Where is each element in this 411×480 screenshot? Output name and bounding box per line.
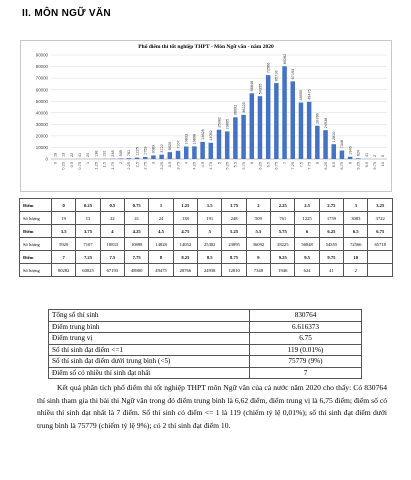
score-cell: 0.25 [76, 199, 100, 212]
count-cell: 56848 [295, 238, 319, 251]
count-cell: 3083 [344, 212, 368, 225]
data-label: 2 [373, 154, 378, 157]
score-cell: 4 [100, 225, 124, 238]
x-tick-label: 1.25 [93, 162, 99, 170]
summary-label: Điểm trung vị [49, 333, 250, 345]
count-cell: 19 [52, 212, 76, 225]
row-header: Số lượng [20, 212, 52, 225]
x-tick-label: 8.5 [331, 162, 337, 168]
score-cell: 0.75 [125, 199, 149, 212]
score-cell: 4.75 [173, 225, 197, 238]
data-label: 14052 [209, 130, 214, 141]
bar [356, 158, 361, 159]
bar [258, 96, 263, 159]
summary-row [49, 333, 362, 345]
count-cell: 1759 [319, 212, 343, 225]
data-label: 56848 [250, 80, 255, 92]
x-tick-label: 2.5 [134, 162, 140, 168]
summary-row [49, 310, 362, 322]
summary-value: 75779 (9%) [250, 356, 362, 368]
score-cell: 3 [344, 199, 368, 212]
x-tick-label: 6.5 [265, 162, 271, 168]
row-header: Số lượng [20, 264, 52, 277]
table-row [20, 251, 393, 264]
count-cell: 13 [76, 212, 100, 225]
data-label: 48900 [299, 89, 304, 101]
count-cell: 41 [125, 212, 149, 225]
score-cell: 0 [52, 199, 76, 212]
y-tick-label: 40000 [35, 110, 48, 116]
score-cell: 2.5 [295, 199, 319, 212]
y-tick-label: 70000 [35, 75, 48, 81]
bar [315, 126, 320, 159]
y-tick-label: 90000 [35, 52, 48, 58]
section-title: II. MÔN NGỮ VĂN [22, 8, 111, 19]
count-cell: 24938 [198, 264, 222, 277]
score-cell: 9.25 [271, 251, 295, 264]
score-cell: 9 [246, 251, 270, 264]
score-table [19, 198, 393, 277]
score-cell [368, 251, 393, 264]
x-tick-label: 2 [117, 162, 123, 165]
x-tick-label: 10 [380, 162, 386, 167]
count-cell: 14052 [173, 238, 197, 251]
summary-value: 7 [250, 367, 362, 379]
score-cell: 1.25 [173, 199, 197, 212]
score-cell: 7.5 [100, 251, 124, 264]
data-label: 3083 [151, 144, 156, 154]
data-label: 138 [94, 150, 99, 157]
count-cell: 10833 [100, 238, 124, 251]
row-header: Điểm [20, 251, 52, 264]
count-cell: 2 [344, 264, 368, 277]
score-distribution-chart [20, 40, 392, 192]
x-tick-label: 6 [249, 162, 255, 165]
data-label: 624 [356, 149, 361, 157]
bar [291, 81, 296, 159]
bar [159, 155, 164, 159]
x-tick-label: 3.25 [158, 162, 164, 170]
score-cell: 7.25 [76, 251, 100, 264]
bar [307, 102, 312, 159]
summary-value: 830764 [250, 310, 362, 322]
x-tick-label: 1.75 [109, 162, 115, 170]
count-cell: 65718 [368, 238, 393, 251]
data-label: 1946 [348, 146, 353, 155]
x-tick-label: 9.5 [363, 162, 369, 168]
data-label: 10833 [184, 133, 189, 145]
data-label: 509 [118, 150, 123, 157]
score-cell: 7.75 [125, 251, 149, 264]
summary-label: Số thí sinh đạt điểm <=1 [49, 344, 250, 356]
score-cell: 8.25 [173, 251, 197, 264]
y-tick-label: 60000 [35, 87, 48, 93]
data-label: 54355 [258, 83, 263, 95]
x-tick-label: 1 [85, 162, 91, 165]
count-cell: 38225 [271, 238, 295, 251]
count-cell: 48900 [125, 264, 149, 277]
bar [282, 66, 287, 159]
count-cell: 36092 [246, 238, 270, 251]
x-tick-label: 3.5 [167, 162, 173, 168]
row-header: Điểm [20, 225, 52, 238]
data-label: 1759 [143, 146, 148, 155]
bar [274, 83, 279, 159]
row-header: Điểm [20, 199, 52, 212]
score-cell: 7 [52, 251, 76, 264]
summary-label: Điểm trung bình [49, 321, 250, 333]
bar [348, 157, 353, 159]
bar [233, 117, 238, 159]
x-tick-label: 6.25 [257, 162, 263, 170]
data-label: 41 [77, 152, 82, 157]
data-label: 7348 [340, 140, 345, 149]
bar [176, 151, 181, 159]
x-tick-label: 3.75 [175, 162, 181, 170]
bar [127, 158, 132, 159]
x-tick-label: 0.5 [68, 162, 74, 168]
count-cell: 7348 [246, 264, 270, 277]
data-label: 7107 [176, 140, 181, 149]
data-label: 24938 [323, 117, 328, 129]
bar [209, 143, 214, 159]
summary-row [49, 344, 362, 356]
score-cell: 10 [344, 251, 368, 264]
bar [299, 102, 304, 159]
x-tick-label: 4.5 [199, 162, 205, 168]
bar [192, 146, 197, 159]
x-tick-label: 8 [314, 162, 320, 165]
x-tick-label: 5.25 [224, 162, 230, 170]
bar [143, 157, 148, 159]
score-cell: 2 [246, 199, 270, 212]
bar [200, 142, 205, 159]
count-cell: 14828 [149, 238, 173, 251]
score-cell: 9.75 [319, 251, 343, 264]
count-cell: 41 [319, 264, 343, 277]
count-cell: 67193 [100, 264, 124, 277]
summary-value: 6.616373 [250, 321, 362, 333]
score-cell: 2.25 [271, 199, 295, 212]
x-tick-label: 4.25 [191, 162, 197, 170]
data-label: 49475 [307, 89, 312, 100]
summary-row [49, 367, 362, 379]
summary-label: Số thí sinh đạt điểm dưới trung bình (<5) [49, 356, 250, 368]
count-cell: 22 [100, 212, 124, 225]
data-label: 36092 [233, 104, 238, 116]
bar [340, 151, 345, 159]
score-cell: 6.25 [319, 225, 343, 238]
data-label: 13 [61, 152, 66, 157]
count-cell: 72566 [344, 238, 368, 251]
score-cell: 1 [149, 199, 173, 212]
bar [323, 130, 328, 159]
x-tick-label: 4 [183, 162, 189, 165]
data-label: 24 [86, 152, 91, 157]
data-label: 41 [364, 152, 369, 157]
count-cell: 23895 [222, 238, 246, 251]
score-cell: 4.5 [149, 225, 173, 238]
x-tick-label: 0 [52, 162, 58, 165]
bar [135, 158, 140, 159]
summary-value: 119 (0.01%) [250, 344, 362, 356]
data-label: 23895 [225, 118, 230, 130]
count-cell: 49475 [149, 264, 173, 277]
table-row [20, 238, 393, 251]
count-cell: 191 [198, 212, 222, 225]
score-cell: 8 [149, 251, 173, 264]
count-cell: 80282 [52, 264, 76, 277]
data-label: 3722 [159, 144, 164, 153]
score-cell: 2.75 [319, 199, 343, 212]
x-tick-label: 0.75 [76, 162, 82, 170]
data-label: 65718 [274, 70, 279, 82]
data-label: 10898 [192, 133, 197, 145]
bar [151, 155, 156, 159]
score-cell: 6.5 [344, 225, 368, 238]
count-cell: 10898 [125, 238, 149, 251]
count-cell: 1225 [295, 212, 319, 225]
bar [241, 115, 246, 159]
x-tick-label: 2.75 [142, 162, 148, 170]
count-cell: 7107 [76, 238, 100, 251]
bar [331, 144, 336, 159]
count-cell: 248 [222, 212, 246, 225]
count-cell: 24 [149, 212, 173, 225]
x-tick-label: 3 [150, 162, 156, 165]
x-tick-label: 6.75 [273, 162, 279, 170]
count-cell: 624 [295, 264, 319, 277]
x-tick-label: 4.75 [208, 162, 214, 170]
x-tick-label: 9.75 [372, 162, 378, 170]
count-cell: 138 [173, 212, 197, 225]
chart-plot [21, 41, 393, 193]
score-cell: 3.5 [52, 225, 76, 238]
data-label: 5920 [168, 141, 173, 151]
bar [217, 130, 222, 159]
score-cell: 8.5 [198, 251, 222, 264]
count-cell: 25382 [198, 238, 222, 251]
score-cell: 5.75 [271, 225, 295, 238]
data-label: 38225 [241, 102, 246, 113]
x-tick-label: 5 [216, 162, 222, 165]
score-cell: 8.75 [222, 251, 246, 264]
y-tick-label: 0 [45, 156, 48, 162]
score-cell: 4.25 [125, 225, 149, 238]
data-label: 191 [102, 150, 107, 157]
x-tick-label: 1.5 [101, 162, 107, 168]
y-tick-label: 20000 [35, 133, 48, 139]
data-label: 67193 [291, 68, 296, 80]
summary-label: Điểm số có nhiều thí sinh đạt nhất [49, 367, 250, 379]
score-cell: 6.75 [368, 225, 393, 238]
data-label: 80282 [282, 53, 287, 65]
count-cell: 509 [246, 212, 270, 225]
data-label: 22 [69, 152, 74, 157]
score-cell: 3.25 [368, 199, 393, 212]
summary-value: 6.75 [250, 333, 362, 345]
score-cell: 0.5 [100, 199, 124, 212]
y-tick-label: 50000 [35, 98, 48, 104]
score-cell: 9.5 [295, 251, 319, 264]
data-label: 761 [127, 149, 132, 157]
x-tick-label: 8.75 [339, 162, 345, 170]
count-cell: 5920 [52, 238, 76, 251]
y-tick-label: 80000 [35, 64, 48, 70]
x-tick-label: 2.25 [126, 162, 132, 170]
summary-table [48, 309, 362, 379]
score-cell: 3.75 [76, 225, 100, 238]
score-cell: 6 [295, 225, 319, 238]
table-row [20, 199, 393, 212]
summary-label: Tổng số thí sinh [49, 310, 250, 322]
data-label: 72566 [266, 62, 271, 74]
summary-row [49, 321, 362, 333]
score-cell: 5 [198, 225, 222, 238]
score-cell: 1.5 [198, 199, 222, 212]
bar [250, 93, 255, 159]
x-tick-label: 5.75 [240, 162, 246, 170]
analysis-paragraph: Kết quả phân tích phổ điểm thi tốt nghiệp THPT môn Ngữ văn của cả nước năm 2020 cho thấy: Có 830764 thí sinh tham gia thi bài thi Ngữ văn trong đó điểm trung bình là 6,62 điểm, điểm trung vị là 6,75 điểm; điểm số có nhiều thí sinh đạt nhất là 7 điểm. Số thí sinh có điểm <= 1 là 119 (chiếm tỷ lệ 0,01%); số thí sinh đạt điểm dưới trung bình là 75779 (chiếm tỷ lệ 9%); có 2 thí sinh đạt điểm 10. [37, 383, 387, 430]
x-tick-label: 7.75 [306, 162, 312, 170]
chart-title: Phổ điểm thi tốt nghiệp THPT - Môn Ngữ văn - năm 2020 [138, 44, 274, 50]
bar [118, 158, 123, 159]
x-tick-label: 9.25 [355, 162, 361, 170]
count-cell: 1946 [271, 264, 295, 277]
count-cell [368, 264, 393, 277]
x-tick-label: 7.5 [298, 162, 304, 168]
row-header: Số lượng [20, 238, 52, 251]
count-cell: 761 [271, 212, 295, 225]
count-cell: 54355 [319, 238, 343, 251]
x-tick-label: 5.5 [232, 162, 238, 168]
data-label: 1225 [135, 147, 140, 156]
count-cell: 60025 [76, 264, 100, 277]
data-label: 248 [110, 150, 115, 157]
table-row [20, 225, 393, 238]
data-label: 19 [53, 152, 58, 157]
data-label: 0 [381, 154, 386, 157]
x-tick-label: 9 [347, 162, 353, 165]
data-label: 12810 [332, 131, 337, 143]
bar [266, 75, 271, 159]
x-tick-label: 8.25 [322, 162, 328, 170]
score-cell: 5.5 [246, 225, 270, 238]
count-cell: 3722 [368, 212, 393, 225]
score-cell: 5.25 [222, 225, 246, 238]
bar [184, 146, 189, 159]
bar [225, 131, 230, 159]
x-tick-label: 7 [281, 162, 287, 165]
x-tick-label: 0.25 [60, 162, 66, 170]
count-cell: 12810 [222, 264, 246, 277]
y-tick-label: 30000 [35, 121, 48, 127]
count-cell: 28766 [173, 264, 197, 277]
data-label: 28766 [315, 113, 320, 124]
score-cell: 1.75 [222, 199, 246, 212]
x-tick-label: 7.25 [290, 162, 296, 170]
summary-row [49, 356, 362, 368]
bar [168, 152, 173, 159]
table-row [20, 212, 393, 225]
table-row [20, 264, 393, 277]
data-label: 14828 [200, 129, 205, 140]
y-tick-label: 10000 [35, 145, 48, 151]
data-label: 25382 [217, 117, 222, 128]
